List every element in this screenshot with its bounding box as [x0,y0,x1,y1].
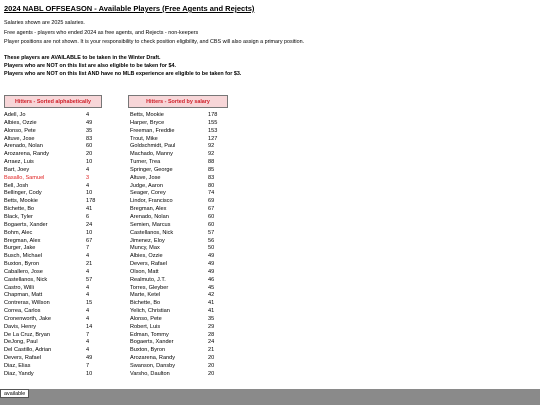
player-salary: 83 [208,174,215,181]
player-row [130,175,222,183]
player-name: Bell, Josh [4,182,29,189]
player-name: Arraez, Luis [4,159,34,166]
player-name: Devers, Rafael [130,261,167,268]
player-salary: 20 [208,370,215,377]
player-name: Jimenez, Eloy [130,237,165,244]
player-row [4,332,122,340]
player-name: Bellinger, Cody [4,190,42,197]
player-name: Adell, Jo [4,112,26,118]
player-row [130,285,222,293]
player-row [4,143,122,151]
rule-no-mlb: Players who are NOT on this list AND have no MLB experience are eligible to be taken for $3. [4,71,242,77]
player-salary: 57 [86,276,93,283]
player-salary: 4 [86,292,90,299]
player-salary: 80 [208,182,215,189]
player-name: Castro, Willi [4,284,34,291]
player-row [130,120,222,128]
player-name: DeJong, Paul [4,339,38,346]
player-salary: 4 [86,284,90,291]
player-salary: 6 [86,213,90,220]
player-row [4,339,122,347]
player-salary: 153 [208,127,218,134]
sheet-footer-bar [0,389,540,405]
player-salary: 4 [86,112,90,118]
player-salary: 42 [208,292,215,299]
player-name: Arenado, Nolan [130,213,169,220]
player-name: Altuve, Jose [130,174,161,181]
player-salary: 49 [208,253,215,260]
player-row [130,316,222,324]
player-salary: 178 [86,198,96,205]
player-row [130,300,222,308]
player-name: Trout, Mike [130,135,158,142]
player-name: Robert, Luis [130,323,161,330]
player-salary: 35 [208,315,215,322]
player-name: Springer, George [130,166,173,173]
player-row [4,151,122,159]
player-row [130,347,222,355]
player-row [4,175,122,183]
player-row [130,190,222,198]
player-salary: 67 [208,206,215,213]
player-salary: 56 [208,237,215,244]
player-name: Castellanos, Nick [4,276,48,283]
player-name: Turner, Trea [130,159,161,166]
player-row [130,277,222,285]
player-name: Buxton, Byron [130,347,166,354]
player-name: Black, Tyler [4,213,33,220]
player-salary: 92 [208,151,215,158]
salary-list [130,112,222,379]
player-salary: 41 [208,308,215,315]
player-row [4,238,122,246]
player-row [130,269,222,277]
player-name: Albies, Ozzie [130,253,163,260]
player-row [130,339,222,347]
player-salary: 45 [208,284,215,291]
player-row [4,206,122,214]
player-row [4,269,122,277]
player-row [130,332,222,340]
player-row [130,128,222,136]
player-salary: 35 [86,127,93,134]
player-row [4,120,122,128]
player-row [130,261,222,269]
player-row [4,355,122,363]
player-name: Betts, Mookie [130,112,164,118]
player-row [4,167,122,175]
player-name: Lindor, Francisco [130,198,173,205]
rule-available: These players are AVAILABLE to be taken in the Winter Draft. [4,55,161,61]
player-row [4,190,122,198]
player-name: Caballero, Jose [4,268,43,275]
player-salary: 29 [208,323,215,330]
player-name: Buxton, Byron [4,261,40,268]
player-name: Goldschmidt, Paul [130,143,176,150]
player-name: Alonso, Pete [130,315,162,322]
player-row [4,347,122,355]
player-name: Swanson, Dansby [130,363,176,369]
player-salary: 67 [86,237,93,244]
alpha-list [4,112,122,379]
alpha-header: Hitters - Sorted alphabetically [4,95,102,108]
player-row [4,324,122,332]
player-row [130,230,222,238]
player-name: Del Castillo, Adrian [4,347,52,354]
player-name: Realmuto, J.T. [130,276,166,283]
player-salary: 92 [208,143,215,150]
player-salary: 7 [86,363,90,369]
player-row [4,371,122,379]
player-name: Devers, Rafael [4,355,41,362]
player-row [130,143,222,151]
player-name: Arenado, Nolan [4,143,43,150]
player-name: Bart, Joey [4,166,30,173]
player-row [130,363,222,371]
player-salary: 3 [86,174,90,181]
player-salary: 85 [208,166,215,173]
player-name: Betts, Mookie [4,198,38,205]
player-name: Varsho, Daulton [130,370,170,377]
player-name: Arozarena, Randy [4,151,50,158]
player-row [130,112,222,120]
player-name: Bregman, Alex [130,206,167,213]
player-name: De La Cruz, Bryan [4,331,51,338]
note-salaries: Salaries shown are 2025 salaries. [4,20,85,26]
player-row [130,214,222,222]
salary-header: Hitters - Sorted by salary [128,95,228,108]
player-name: Torres, Gleyber [130,284,169,291]
player-name: Bichette, Bo [130,300,161,307]
player-name: Correa, Carlos [4,308,41,315]
player-row [130,371,222,379]
player-name: Freeman, Freddie [130,127,175,134]
player-name: Albies, Ozzie [4,119,37,126]
rule-not-listed: Players who are NOT on this list are also eligible to be taken for $4. [4,63,176,69]
player-name: Harper, Bryce [130,119,165,126]
player-row [130,253,222,261]
player-row [130,167,222,175]
player-salary: 155 [208,119,218,126]
player-salary: 127 [208,135,218,142]
player-salary: 24 [86,221,93,228]
player-name: Bohm, Alec [4,229,33,236]
player-name: Machado, Manny [130,151,173,158]
player-row [4,245,122,253]
player-salary: 4 [86,315,90,322]
player-salary: 10 [86,229,93,236]
player-salary: 21 [86,261,93,268]
player-salary: 50 [208,245,215,252]
player-name: Marte, Ketel [130,292,161,299]
player-name: Basallo, Samuel [4,174,45,181]
player-name: Muncy, Max [130,245,160,252]
player-row [4,308,122,316]
player-salary: 4 [86,308,90,315]
player-row [4,363,122,371]
player-salary: 4 [86,339,90,346]
player-salary: 4 [86,182,90,189]
player-row [130,292,222,300]
player-salary: 60 [86,143,93,150]
player-row [130,238,222,246]
note-free-agents: Free agents - players who ended 2024 as free agents, and Rejects - non-keepers [4,30,199,36]
player-salary: 4 [86,166,90,173]
player-salary: 15 [86,300,93,307]
player-row [4,285,122,293]
player-row [130,222,222,230]
player-row [130,198,222,206]
player-row [4,159,122,167]
player-name: Bregman, Alex [4,237,41,244]
player-row [130,151,222,159]
player-row [4,222,122,230]
player-row [130,355,222,363]
player-row [130,206,222,214]
player-row [4,183,122,191]
player-salary: 57 [208,229,215,236]
player-row [130,308,222,316]
player-salary: 74 [208,190,215,197]
player-row [4,230,122,238]
sheet-tab-available[interactable]: available [0,389,29,398]
player-salary: 60 [208,221,215,228]
player-salary: 178 [208,112,218,118]
player-salary: 14 [86,323,93,330]
player-name: Arozarena, Randy [130,355,176,362]
player-row [130,136,222,144]
player-salary: 83 [86,135,93,142]
player-salary: 10 [86,370,93,377]
player-name: Contreras, Willson [4,300,50,307]
player-salary: 49 [208,261,215,268]
player-row [130,245,222,253]
player-name: Chapman, Matt [4,292,43,299]
player-row [4,292,122,300]
player-salary: 4 [86,253,90,260]
note-positions: Player positions are not shown. It is your responsibility to check position eligibility, and CBS will also assign a primary position. [4,39,305,45]
player-salary: 21 [208,347,215,354]
player-row [4,300,122,308]
player-name: Olson, Matt [130,268,159,275]
player-row [4,261,122,269]
player-name: Alonso, Pete [4,127,36,134]
player-salary: 20 [208,363,215,369]
player-name: Diaz, Yandy [4,370,34,377]
player-salary: 88 [208,159,215,166]
player-name: Bichette, Bo [4,206,35,213]
player-row [130,324,222,332]
player-salary: 10 [86,190,93,197]
player-name: Judge, Aaron [130,182,163,189]
player-salary: 49 [86,355,93,362]
player-salary: 20 [86,151,93,158]
player-row [4,128,122,136]
player-row [4,112,122,120]
player-name: Bogaerts, Xander [4,221,48,228]
player-row [4,214,122,222]
player-name: Castellanos, Nick [130,229,174,236]
player-name: Bogaerts, Xander [130,339,174,346]
player-salary: 41 [86,206,93,213]
player-salary: 4 [86,347,90,354]
player-row [4,277,122,285]
player-row [4,316,122,324]
player-salary: 41 [208,300,215,307]
player-row [130,159,222,167]
player-name: Edman, Tommy [130,331,169,338]
player-name: Davis, Henry [4,323,37,330]
player-salary: 20 [208,355,215,362]
player-salary: 10 [86,159,93,166]
player-salary: 24 [208,339,215,346]
player-name: Cronenworth, Jake [4,315,51,322]
player-name: Diaz, Elias [4,363,31,369]
player-salary: 46 [208,276,215,283]
player-salary: 4 [86,268,90,275]
player-salary: 49 [208,268,215,275]
player-salary: 49 [86,119,93,126]
player-salary: 28 [208,331,215,338]
player-name: Seager, Corey [130,190,166,197]
player-salary: 7 [86,331,90,338]
player-row [4,198,122,206]
player-name: Semien, Marcus [130,221,171,228]
player-salary: 7 [86,245,90,252]
player-row [130,183,222,191]
player-name: Altuve, Jose [4,135,35,142]
player-name: Burger, Jake [4,245,36,252]
player-row [4,253,122,261]
player-name: Busch, Michael [4,253,42,260]
page-title: 2024 NABL OFFSEASON - Available Players (Free Agents and Rejects) [4,4,255,13]
player-row [4,136,122,144]
player-name: Yelich, Christian [130,308,170,315]
player-salary: 60 [208,213,215,220]
player-salary: 69 [208,198,215,205]
